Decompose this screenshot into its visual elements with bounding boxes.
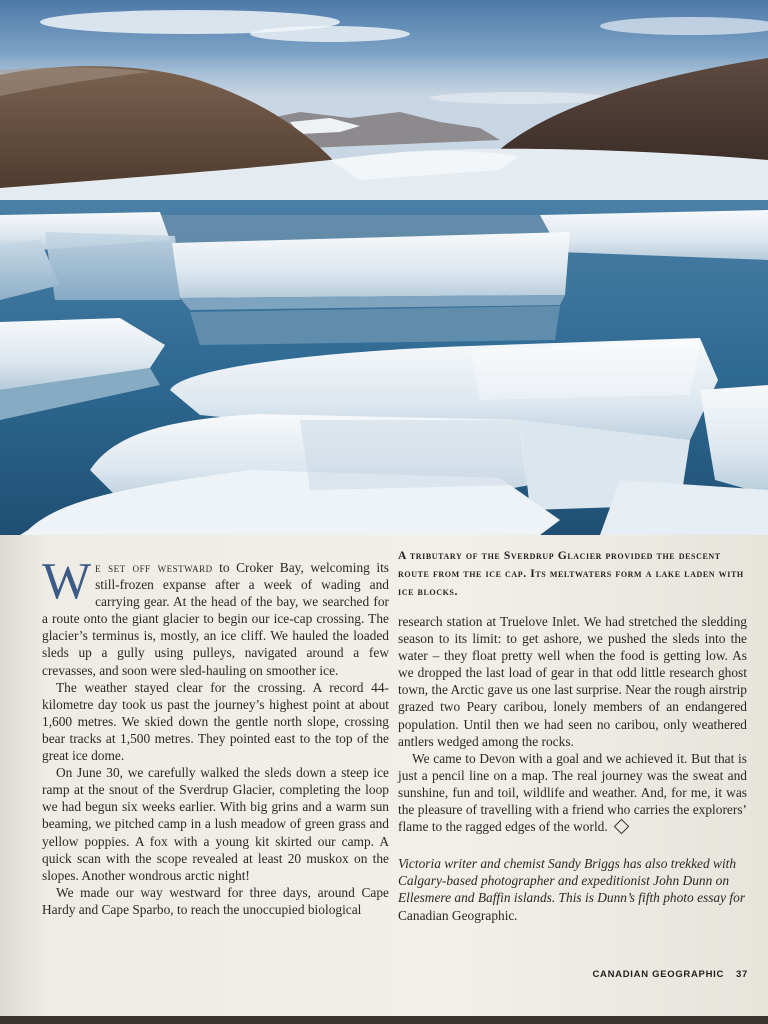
end-mark-icon: [613, 819, 629, 835]
photo-caption: A tributary of the Sverdrup Glacier provided the descent route from the ice cap. Its meltwaters form a lake laden with ice blocks.: [398, 549, 744, 598]
paragraph-1-text: to Croker Bay, welcoming its still-frozen expanse after a week of wading and carrying gear. At the head of the bay, we searched for a route onto the giant glacier to begin our ice-cap crossing. The glacier’s terminus is, mostly, an ice cliff. We hauled the loaded sleds up a gully using pulleys, navigated around a few crevasses, and soon were sled-hauling on smoother ice.: [42, 560, 389, 678]
author-credit-text: Victoria writer and chemist Sandy Briggs has also trekked with Calgary-based photographer and expeditionist John Dunn on Ellesmere and Baffin islands. This is Dunn’s fifth photo essay for: [398, 856, 746, 906]
article-page: [0, 535, 768, 1024]
paragraph-2: The weather stayed clear for the crossing. A record 44-kilometre day took us past the journey’s highest point at about 1,600 metres. We skied down the gentle north slope, crossing bear tracks at 1,500 metres. They pointed east to the top of the great ice dome.: [42, 679, 389, 764]
page-number: 37: [736, 969, 748, 980]
paragraph-3: On June 30, we carefully walked the sleds down a steep ice ramp at the snout of the Sverdrup Glacier, completing the loop we had begun six weeks earlier. With big grins and a warm sun beaming, we pitched camp in a lush meadow of green grass and yellow poppies. A fox with a young kit skirted our camp. A quick scan with the scope revealed at least 20 muskox on the slopes. Another wondrous arctic night!: [42, 765, 389, 883]
paragraph-4: We made our way westward for three days, around Cape Hardy and Cape Sparbo, to reach the unoccupied biological: [42, 884, 389, 917]
footer-publication: CANADIAN GEOGRAPHIC: [592, 969, 725, 980]
author-credit-end: .: [514, 907, 518, 923]
page-footer: [593, 969, 749, 980]
article-column-left: [42, 553, 389, 918]
drop-cap: W: [42, 553, 92, 610]
article-column-right: [398, 613, 747, 924]
bottom-edge: [0, 1016, 768, 1024]
lead-in: e set off westward: [95, 560, 213, 575]
author-credit: [398, 855, 747, 923]
paragraph-1: [42, 553, 389, 679]
paragraph-6: [398, 750, 747, 835]
paragraph-6-text: We came to Devon with a goal and we achieved it. But that is just a pencil line on a map. The real journey was the sweat and sunshine, fun and toil, wildlife and weather. And, for me, it was the pleasure of travelling with a friend who carries the explorers’ flame to the ragged edges of the world.: [398, 750, 747, 835]
publication-name: Canadian Geographic: [398, 907, 515, 923]
paragraph-5: research station at Truelove Inlet. We had stretched the sledding season to its limit: to get ashore, we pushed the sleds into the water – they float pretty well when the food is getting low. As we dropped the last load of gear in that odd little research ghost town, the Arctic gave us one last surprise. Near the rough airstrip grazed two Peary caribou, lonely members of an endangered population. Until then we had seen no caribou, only weathered antlers wedged among the rocks.: [398, 614, 747, 749]
